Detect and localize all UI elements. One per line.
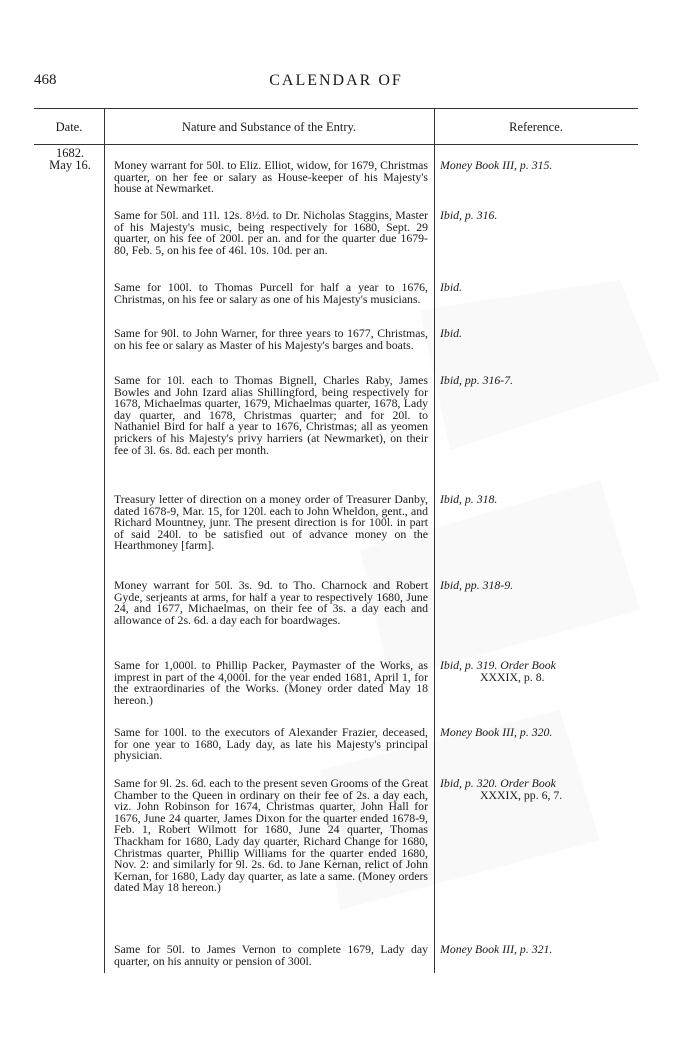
- date-year: 1682.: [55, 146, 85, 160]
- reference-5-text: Ibid, pp. 316-7.: [440, 373, 514, 387]
- entry-10: Same for 9l. 2s. 6d. each to the present seven Grooms of the Great Chamber to the Queen in ordinary on their fee of 2s. a day each, viz. John Robinson for 1674, Christmas quarter, John Hall for 1676, June 24 quarter, James Dixon for the quarter ended 1678-9, Feb. 1, Robert Wilmott for 1680, June 24 quarter, Thomas Thackham for 1680, Lady day quarter, Richard Change for 1680, Christmas quarter, Phillip Williams for the quarter ended 1680, Nov. 2: and similarly for 9l. 2s. 6d. to Jane Kernan, relict of John Kernan, for 1680, Lady day quarter, as late a same. (Money orders dated May 18 hereon.): [114, 776, 428, 895]
- entry-4: Same for 90l. to John Warner, for three years to 1677, Christmas, on his fee or salary as Master of his Majesty's barges and boats.: [114, 326, 428, 352]
- watermark-graphic: [300, 250, 660, 1010]
- reference-1-text: Money Book III, p. 315.: [440, 158, 553, 172]
- reference-8: [440, 660, 632, 683]
- reference-2: [440, 210, 632, 222]
- reference-9-text: Money Book III, p. 320.: [440, 725, 553, 739]
- reference-4-text: Ibid.: [440, 326, 462, 340]
- entry-5: Same for 10l. each to Thomas Bignell, Charles Raby, James Bowles and John Izard alias Shillingford, being respectively for 1678, Michaelmas quarter, 1679, Michaelmas quarter, 1678, Lady day quarter, and 1678, Christmas quarter; and for 20l. to Nathaniel Bird for half a year to 1676, Christmas; all as yeomen prickers of his Majesty's privy harriers (at Newmarket), on their fee of 3l. 6s. 8d. each per month.: [114, 373, 428, 457]
- reference-10-continuation: XXXIX, pp. 6, 7.: [480, 787, 563, 802]
- column-divider-date: [104, 108, 105, 973]
- column-header-date: Date.: [55, 120, 83, 134]
- entry-7: Money warrant for 50l. 3s. 9d. to Tho. Charnock and Robert Gyde, serjeants at arms, for half a year to respectively 1680, June 24, and 1677, Michaelmas, on their fee of 3s. a day each and allowance of 2s. 6d. a day each for boardwages.: [114, 578, 428, 627]
- reference-8-continuation: XXXIX, p. 8.: [480, 669, 545, 684]
- entry-6: Treasury letter of direction on a money order of Treasurer Danby, dated 1678-9, Mar. 15, for 120l. each to John Wheldon, gent., and Richard Mountney, junr. The present direction is for 100l. in part of said 240l. to be satisfied out of advance money on the Hearthmoney [farm].: [114, 492, 428, 553]
- reference-8-text: Ibid, p. 319. Order Book: [440, 658, 556, 672]
- reference-3-text: Ibid.: [440, 280, 462, 294]
- entry-3: Same for 100l. to Thomas Purcell for half a year to 1676, Christmas, on his fee or salary as one of his Majesty's musicians.: [114, 280, 428, 306]
- entry-2: Same for 50l. and 11l. 12s. 8½d. to Dr. Nicholas Staggins, Master of his Majesty's music, being respectively for 1680, Sept. 29 quarter, on his fee of 200l. per an. and for the quarter due 1679-80, Feb. 5, on his fee of 46l. 10s. 10d. per an.: [114, 208, 428, 257]
- reference-11: [440, 944, 632, 956]
- running-title: CALENDAR OF: [269, 72, 403, 89]
- entry-8: Same for 1,000l. to Phillip Packer, Paymaster of the Works, as imprest in part of the 4,000l. for the year ended 1681, April 1, for the extraordinaries of the Works. (Money order dated May 18 hereon.): [114, 658, 428, 707]
- reference-11-text: Money Book III, p. 321.: [440, 942, 553, 956]
- reference-1: [440, 160, 632, 172]
- entry-9: Same for 100l. to the executors of Alexander Frazier, deceased, for one year to 1680, Lady day, as late his Majesty's principal physician.: [114, 725, 428, 763]
- reference-10: [440, 778, 632, 801]
- column-divider-reference: [434, 108, 435, 973]
- entry-1: Money warrant for 50l. to Eliz. Elliot, widow, for 1679, Christmas quarter, on her fee or salary as House-keeper of his Majesty's house at Newmarket.: [114, 158, 428, 196]
- entry-11: Same for 50l. to James Vernon to complete 1679, Lady day quarter, on his annuity or pension of 300l.: [114, 942, 428, 968]
- page-header: [34, 72, 638, 96]
- reference-3: [440, 282, 632, 294]
- date-day: May 16.: [49, 158, 91, 172]
- reference-2-text: Ibid, p. 316.: [440, 208, 498, 222]
- reference-4: [440, 328, 632, 340]
- page-number: 468: [34, 72, 57, 88]
- top-rule: [34, 108, 638, 109]
- reference-5: [440, 375, 632, 387]
- column-header-nature: Nature and Substance of the Entry.: [181, 120, 357, 134]
- header-rule: [34, 144, 638, 145]
- reference-6-text: Ibid, p. 318.: [440, 492, 498, 506]
- reference-10-text: Ibid, p. 320. Order Book: [440, 776, 556, 790]
- reference-6: [440, 494, 632, 506]
- reference-9: [440, 727, 632, 739]
- reference-7: [440, 580, 632, 592]
- column-header-reference: Reference.: [509, 120, 563, 134]
- reference-7-text: Ibid, pp. 318-9.: [440, 578, 514, 592]
